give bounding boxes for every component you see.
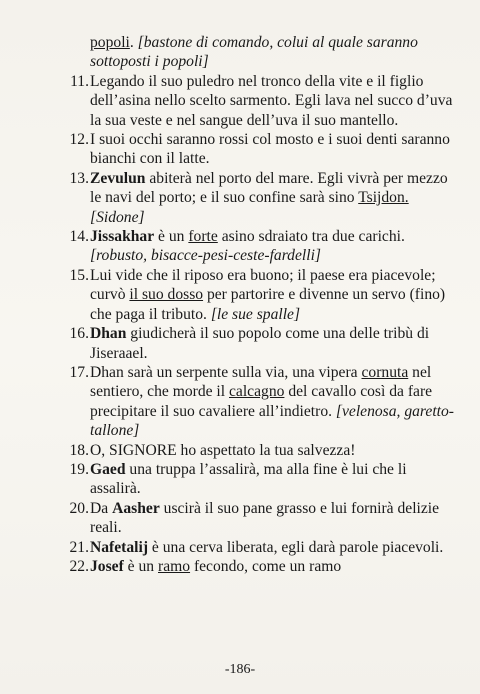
tribe-name: Aasher	[112, 499, 160, 517]
verse-number: 15.	[69, 266, 89, 284]
verse-19: 19. Gaed una truppa l’assalirà, ma alla fine è lui che li assalirà.	[54, 460, 454, 499]
verse-11	[54, 72, 454, 130]
verse-14: 14. Jissakhar è un forte asino sdraiato tra due carichi. [robusto, bisacce-pesi-ceste-fardelli]	[54, 227, 454, 266]
verse-number: 16.	[69, 325, 89, 343]
underlined-word: il suo dosso	[129, 286, 204, 304]
verse-12	[54, 130, 454, 169]
verse-text: I suoi occhi saranno rossi col mosto e i suoi denti saranno bianchi con il latte.	[90, 131, 450, 168]
verse-21: 21. Nafetalij è una cerva liberata, egli darà parole piacevoli.	[54, 538, 454, 557]
verse-16: 16. Dhan giudicherà il suo popolo come una delle tribù di Jiseraael.	[54, 324, 454, 363]
editorial-note: [velenosa, garetto-tallone]	[90, 402, 455, 440]
continued-line: popoli. [bastone di comando, colui al quale saranno sottoposti i popoli]	[90, 34, 418, 71]
verse-22: 22. Josef è un ramo fecondo, come un ramo	[54, 557, 454, 576]
verse-number: 12.	[69, 131, 89, 149]
verse-15: 15. Lui vide che il riposo era buono; il paese era piacevole; curvò il suo dosso per partorire e divenne un servo (fino) che paga il tributo. [le sue spalle]	[54, 266, 454, 324]
verse-number: 13.	[69, 169, 89, 187]
tribe-name: Gaed	[90, 460, 126, 478]
verse-18: 18. O, SIGNORE ho aspettato la tua salvezza!	[54, 441, 454, 460]
underlined-word: cornuta	[361, 363, 409, 381]
verse-number: 20.	[69, 499, 89, 517]
tribe-name: Zevulun	[90, 169, 146, 187]
underlined-word: calcagno	[229, 383, 285, 401]
verse-number: 11.	[70, 72, 89, 90]
tribe-name: Jissakhar	[90, 228, 155, 246]
page-text	[54, 33, 454, 576]
verse-13: 13. Zevulun abiterà nel porto del mare. Egli vivrà per mezzo le navi del porto; e il suo confine sarà sino Tsijdon. [Sidone]	[54, 169, 454, 227]
verse-number: 22.	[69, 557, 89, 575]
underlined-word: popoli	[90, 34, 130, 51]
verse-17: 17. Dhan sarà un serpente sulla via, una vipera cornuta nel sentiero, che morde il calcagno del cavallo così da fare precipitare il suo cavaliere all’indietro. [velenosa, garetto-tallone]	[54, 363, 454, 441]
underlined-word: forte	[188, 228, 218, 246]
editorial-note: [le sue spalle]	[210, 305, 301, 323]
page-number: -186-	[224, 662, 256, 677]
underlined-word: Tsijdon.	[358, 189, 409, 207]
editorial-note: [robusto, bisacce-pesi-ceste-fardelli]	[90, 247, 321, 265]
underlined-word: ramo	[158, 557, 191, 575]
tribe-name: Dhan	[90, 325, 127, 343]
editorial-note: [Sidone]	[90, 208, 145, 226]
tribe-name: Nafetalij	[90, 538, 149, 556]
verse-number: 19.	[69, 460, 89, 478]
verse-number: 14.	[69, 228, 89, 246]
tribe-name: Josef	[90, 557, 124, 575]
verse-number: 18.	[69, 441, 89, 459]
editorial-note: [bastone di comando, colui al quale saranno sottoposti i popoli]	[90, 34, 418, 71]
verse-number: 17.	[69, 363, 89, 381]
verse-text: Legando il suo puledro nel tronco della vite e il figlio dell’asina nello scelto sarmento. Egli lava nel succo d’uva la sua veste e nel sangue dell’uva il suo mantello.	[90, 72, 453, 129]
verse-number: 21.	[69, 538, 89, 556]
verse-20: 20. Da Aasher uscirà il suo pane grasso e lui fornirà delizie reali.	[54, 499, 454, 538]
